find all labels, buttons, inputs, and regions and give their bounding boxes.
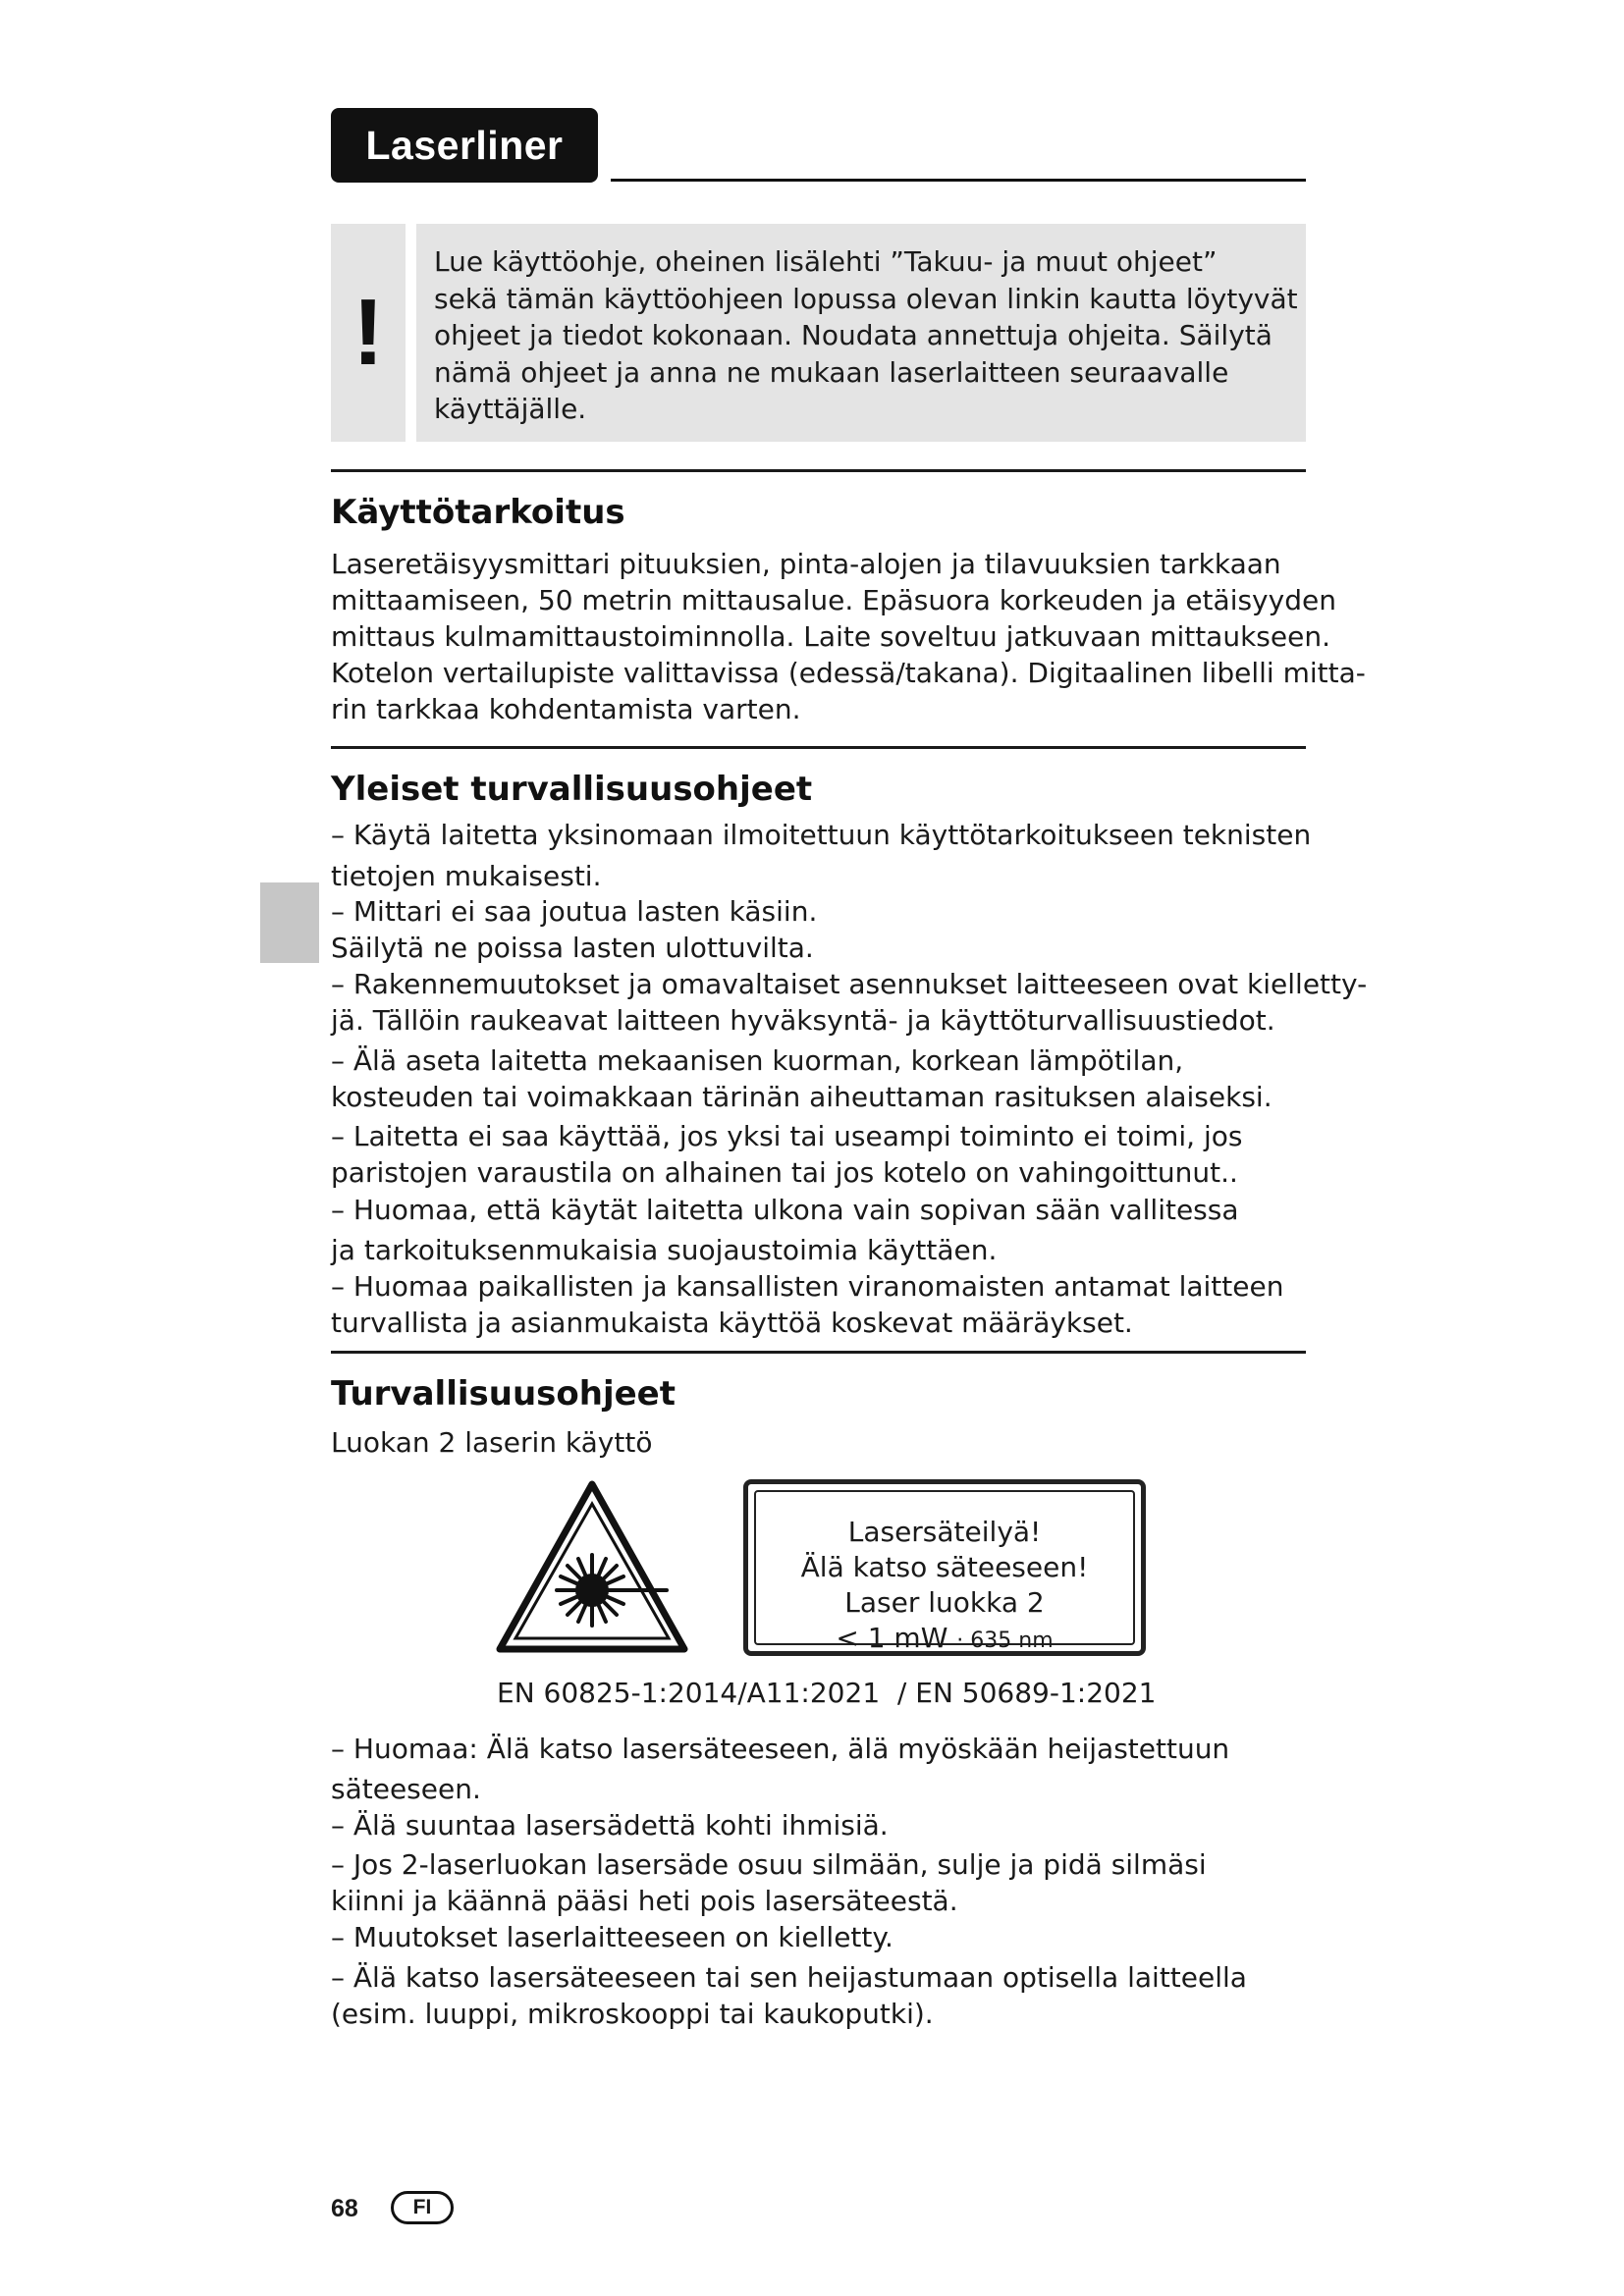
- section-divider: [331, 469, 1306, 472]
- list-item: – Älä aseta laitetta mekaanisen kuorman, korkean lämpötilan,: [331, 1044, 1184, 1077]
- section-divider: [331, 1351, 1306, 1354]
- list-item: – Laitetta ei saa käyttää, jos yksi tai useampi toiminto ei toimi, jos: [331, 1120, 1243, 1152]
- notice-line: nämä ohjeet ja anna ne mukaan laserlaitteen seuraavalle: [434, 355, 1229, 389]
- section-divider: [331, 746, 1306, 749]
- text-line: rin tarkkaa kohdentamista varten.: [331, 693, 801, 725]
- list-item: – Huomaa, että käytät laitetta ulkona vain sopivan sään vallitessa: [331, 1194, 1239, 1226]
- list-item: – Rakennemuutokset ja omavaltaiset asennukset laitteeseen ovat kielletty-: [331, 968, 1368, 1000]
- list-item: säteeseen.: [331, 1773, 481, 1805]
- list-item: – Huomaa paikallisten ja kansallisten viranomaisten antamat laitteen: [331, 1270, 1284, 1303]
- list-item: – Käytä laitetta yksinomaan ilmoitettuun käyttötarkoitukseen teknisten: [331, 819, 1312, 851]
- list-item: – Jos 2-laserluokan lasersäde osuu silmään, sulje ja pidä silmäsi: [331, 1848, 1207, 1881]
- section-title-safety: Turvallisuusohjeet: [331, 1374, 676, 1414]
- notice-line: sekä tämän käyttöohjeen lopussa olevan linkin kautta löytyvät: [434, 282, 1298, 315]
- notice-line: käyttäjälle.: [434, 393, 587, 425]
- side-tab-marker: [260, 882, 319, 963]
- intended-use-text: [331, 546, 1366, 727]
- notice-line: Lue käyttöohje, oheinen lisälehti ”Takuu- ja muut ohjeet”: [434, 245, 1218, 278]
- list-item: – Älä suuntaa lasersädettä kohti ihmisiä.: [331, 1809, 889, 1842]
- text-line: Laseretäisyysmittari pituuksien, pinta-alojen ja tilavuuksien tarkkaan: [331, 548, 1281, 580]
- list-item: – Älä katso lasersäteeseen tai sen heijastumaan optisella laitteella: [331, 1961, 1247, 1994]
- list-item: turvallista ja asianmukaista käyttöä koskevat määräykset.: [331, 1307, 1133, 1339]
- list-item: (esim. luuppi, mikroskooppi tai kaukoputki).: [331, 1998, 934, 2030]
- label-power: < 1 mW: [836, 1622, 948, 1654]
- list-item: Säilytä ne poissa lasten ulottuvilta.: [331, 932, 814, 964]
- notice-symbol: !: [352, 280, 384, 385]
- list-item: – Mittari ei saa joutua lasten käsiin.: [331, 895, 818, 928]
- label-frame: [754, 1490, 1135, 1654]
- brand-logo: Laserliner: [331, 108, 598, 183]
- list-item: – Muutokset laserlaitteeseen on kielletty.: [331, 1921, 893, 1953]
- text-line: mittaus kulmamittaustoiminnolla. Laite soveltuu jatkuvaan mittaukseen.: [331, 620, 1330, 653]
- list-item: kiinni ja käännä pääsi heti pois lasersäteestä.: [331, 1885, 958, 1917]
- label-wavelength: · 635 nm: [956, 1629, 1054, 1653]
- text-line: mittaamiseen, 50 metrin mittausalue. Epäsuora korkeuden ja etäisyyden: [331, 584, 1336, 616]
- laser-class-label: [743, 1479, 1146, 1656]
- label-line: Lasersäteilyä!: [847, 1516, 1042, 1548]
- list-item: kosteuden tai voimakkaan tärinän aiheuttaman rasituksen alaiseksi.: [331, 1081, 1272, 1113]
- text-line: Kotelon vertailupiste valittavissa (edessä/takana). Digitaalinen libelli mitta-: [331, 657, 1366, 689]
- section-subtitle: Luokan 2 laserin käyttö: [331, 1426, 653, 1459]
- header-rule: [611, 179, 1306, 182]
- list-item: jä. Tällöin raukeavat laitteen hyväksyntä- ja käyttöturvallisuustiedot.: [331, 1004, 1275, 1037]
- section-title-general-safety: Yleiset turvallisuusohjeet: [331, 770, 813, 809]
- standard-reference: EN 60825-1:2014/A11:2021 / EN 50689-1:2021: [497, 1677, 1157, 1709]
- list-item: ja tarkoituksenmukaisia suojaustoimia käyttäen.: [331, 1234, 998, 1266]
- section-title-intended-use: Käyttötarkoitus: [331, 493, 625, 532]
- notice-line: ohjeet ja tiedot kokonaan. Noudata annettuja ohjeita. Säilytä: [434, 319, 1272, 351]
- list-item: – Huomaa: Älä katso lasersäteeseen, älä myöskään heijastettuun: [331, 1733, 1230, 1765]
- notice-text: [434, 243, 1298, 428]
- label-power-line: [756, 1622, 1133, 1654]
- laser-warning-icon: [494, 1478, 690, 1655]
- list-item: paristojen varaustila on alhainen tai jos kotelo on vahingoittunut..: [331, 1156, 1238, 1189]
- language-badge: FI: [391, 2191, 454, 2224]
- page-number: 68: [331, 2195, 358, 2222]
- label-line: Älä katso säteeseen!: [800, 1551, 1089, 1583]
- label-line: Laser luokka 2: [844, 1586, 1045, 1619]
- list-item: tietojen mukaisesti.: [331, 860, 602, 892]
- exclamation-icon: [331, 224, 406, 442]
